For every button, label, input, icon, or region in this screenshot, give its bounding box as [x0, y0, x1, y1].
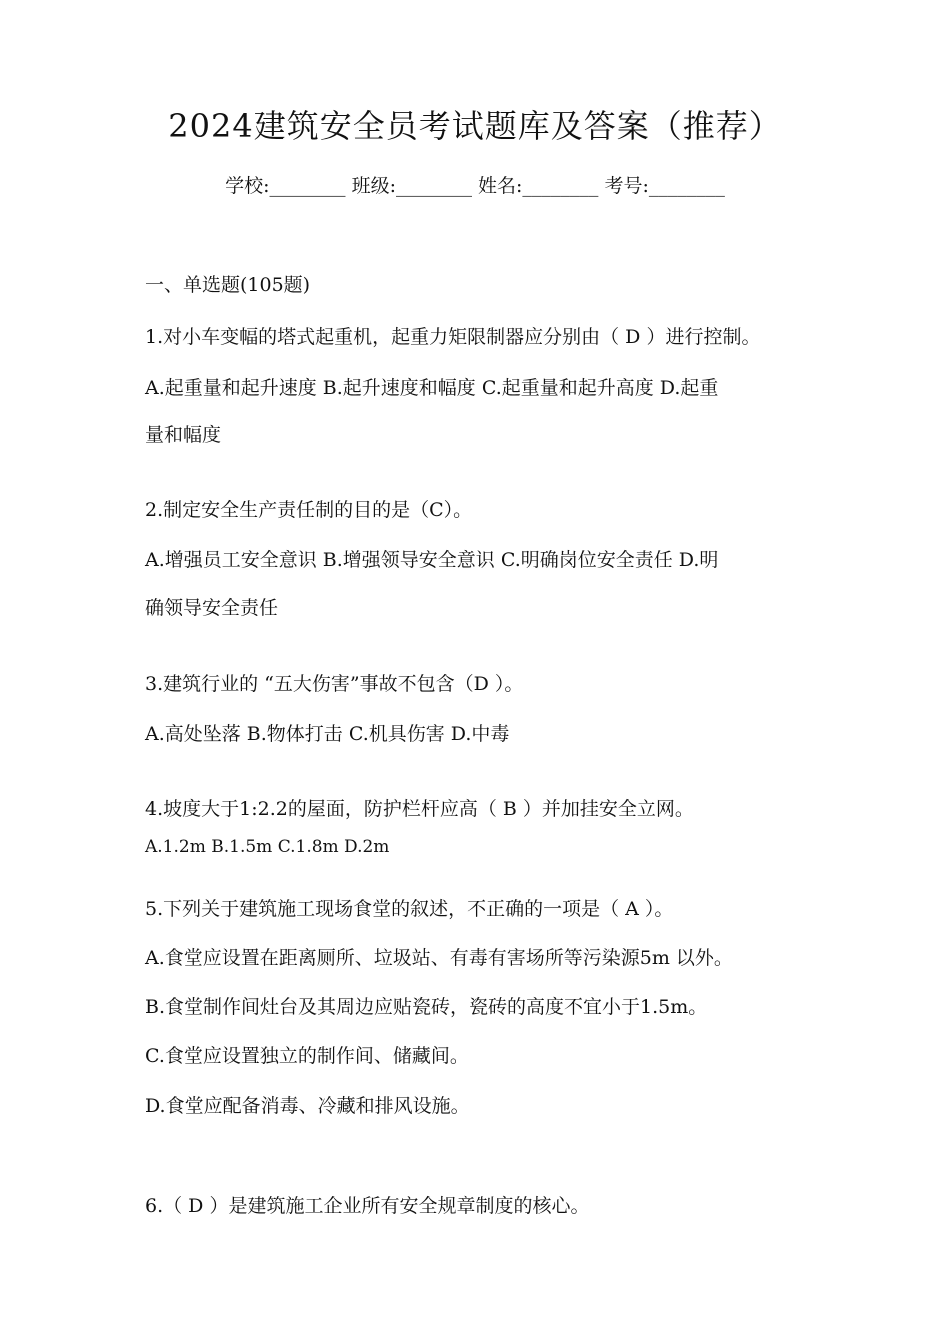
option-line: D.食堂应配备消毒、冷藏和排风设施。 [145, 1095, 470, 1117]
question-line: 3.建筑行业的 “五大伤害”事故不包含（D ）。 [145, 673, 524, 695]
option-line: C.食堂应设置独立的制作间、储藏间。 [145, 1045, 469, 1067]
option-line: 量和幅度 [145, 424, 222, 446]
page-title: 2024建筑安全员考试题库及答案（推荐） [168, 107, 782, 145]
question-line: 5.下列关于建筑施工现场食堂的叙述，不正确的一项是（ A ）。 [145, 898, 674, 920]
student-info-line: 学校:________ 班级:________ 姓名:________ 考号:________ [225, 175, 725, 197]
option-line: A.高处坠落 B.物体打击 C.机具伤害 D.中毒 [145, 723, 510, 745]
option-line: A.增强员工安全意识 B.增强领导安全意识 C.明确岗位安全责任 D.明 [145, 549, 719, 571]
question-line: 2.制定安全生产责任制的目的是（C）。 [145, 499, 473, 521]
option-line: A.食堂应设置在距离厕所、垃圾站、有毒有害场所等污染源5m 以外。 [145, 947, 733, 969]
question-line: 1.对小车变幅的塔式起重机，起重力矩限制器应分别由（ D ）进行控制。 [145, 326, 761, 348]
question-line: 4.坡度大于1:2.2的屋面，防护栏杆应高（ B ）并加挂安全立网。 [145, 798, 694, 820]
option-line: B.食堂制作间灶台及其周边应贴瓷砖，瓷砖的高度不宜小于1.5m。 [145, 996, 708, 1018]
option-line: A.起重量和起升速度 B.起升速度和幅度 C.起重量和起升高度 D.起重 [145, 377, 719, 399]
option-line: A.1.2m B.1.5m C.1.8m D.2m [145, 837, 390, 857]
option-line: 确领导安全责任 [145, 597, 279, 619]
section-heading: 一、单选题(105题) [145, 274, 311, 296]
question-line: 6.（ D ）是建筑施工企业所有安全规章制度的核心。 [145, 1195, 590, 1217]
